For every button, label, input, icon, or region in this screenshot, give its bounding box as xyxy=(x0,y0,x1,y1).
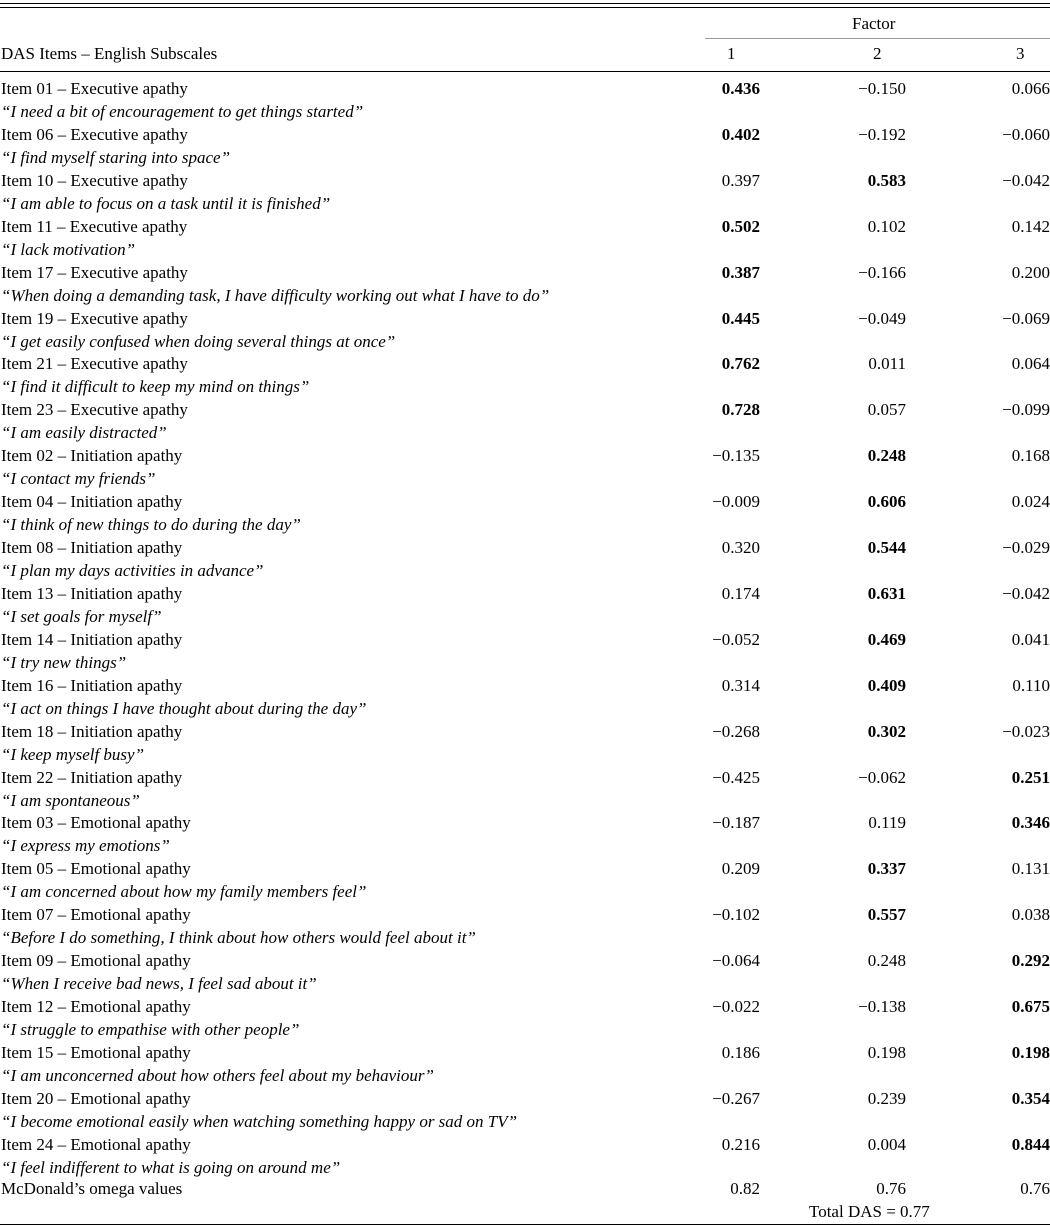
bottom-rule xyxy=(0,1224,1050,1225)
factor-2-loading: 0.302 xyxy=(867,721,906,741)
item-quote: “I become emotional easily when watching something happy or sad on TV” xyxy=(1,1111,518,1131)
factor-1-loading: −0.052 xyxy=(712,629,760,649)
item-quote: “I find myself staring into space” xyxy=(1,147,231,167)
item-label: Item 18 – Initiation apathy xyxy=(1,721,183,741)
factor-1-loading: 0.762 xyxy=(721,354,760,374)
omega-factor-1: 0.82 xyxy=(730,1179,760,1198)
factor-2-header: 2 xyxy=(873,44,882,63)
factor-2-loading: 0.409 xyxy=(867,675,906,695)
factor-2-loading: −0.192 xyxy=(858,124,906,144)
factor-3-loading: 0.346 xyxy=(1011,813,1050,833)
factor-3-loading: 0.131 xyxy=(1011,859,1050,879)
item-label: Item 14 – Initiation apathy xyxy=(1,629,183,649)
factor-1-loading: 0.402 xyxy=(721,124,760,144)
item-label: Item 19 – Executive apathy xyxy=(1,308,188,328)
factor-3-loading: 0.675 xyxy=(1011,997,1050,1016)
item-column-header: DAS Items – English Subscales xyxy=(1,44,218,63)
factor-1-loading: 0.397 xyxy=(721,170,760,190)
factor-3-loading: 0.251 xyxy=(1011,767,1050,787)
factor-2-loading: −0.166 xyxy=(858,262,906,282)
factor-1-loading: 0.436 xyxy=(721,79,760,98)
factor-3-loading: 0.066 xyxy=(1011,79,1050,98)
item-quote: “I find it difficult to keep my mind on things” xyxy=(1,377,310,397)
item-label: Item 20 – Emotional apathy xyxy=(1,1088,191,1108)
factor-2-loading: 0.248 xyxy=(867,951,906,971)
item-quote: “I am concerned about how my family members feel” xyxy=(1,882,367,902)
factor-1-loading: 0.174 xyxy=(721,583,760,603)
factor-1-loading: 0.728 xyxy=(721,400,760,420)
item-label: Item 22 – Initiation apathy xyxy=(1,767,183,787)
factor-1-loading: −0.022 xyxy=(712,997,760,1016)
factor-1-loading: −0.187 xyxy=(712,813,760,833)
item-quote: “I try new things” xyxy=(1,652,127,672)
factor-2-loading: 0.557 xyxy=(867,905,906,925)
factor-3-loading: 0.110 xyxy=(1012,675,1050,695)
factor-1-loading: 0.314 xyxy=(721,675,760,695)
factor-3-loading: −0.099 xyxy=(1002,400,1050,420)
factor-1-loading: 0.387 xyxy=(721,262,760,282)
factor-1-loading: −0.425 xyxy=(712,767,760,787)
omega-factor-2: 0.76 xyxy=(876,1179,906,1198)
top-double-rule-1 xyxy=(0,3,1050,4)
factor-1-loading: 0.216 xyxy=(721,1134,760,1154)
factor-1-loading: −0.102 xyxy=(712,905,760,925)
item-quote: “I get easily confused when doing several things at once” xyxy=(1,331,396,351)
item-quote: “Before I do something, I think about how others would feel about it” xyxy=(1,928,476,948)
item-label: Item 10 – Executive apathy xyxy=(1,170,188,190)
factor-2-loading: 0.119 xyxy=(868,813,906,833)
item-label: Item 13 – Initiation apathy xyxy=(1,583,183,603)
factor-1-loading: −0.135 xyxy=(712,446,760,466)
factor-2-loading: 0.057 xyxy=(867,400,906,420)
item-label: Item 08 – Initiation apathy xyxy=(1,538,183,557)
item-label: Item 09 – Emotional apathy xyxy=(1,951,191,971)
item-label: Item 06 – Executive apathy xyxy=(1,124,188,144)
item-label: Item 04 – Initiation apathy xyxy=(1,492,183,512)
item-quote: “I am spontaneous” xyxy=(1,790,140,810)
item-quote: “I am unconcerned about how others feel about my behaviour” xyxy=(1,1065,434,1085)
factor-1-loading: 0.209 xyxy=(721,859,760,879)
factor-3-loading: −0.042 xyxy=(1002,170,1050,190)
factor-3-loading: −0.042 xyxy=(1002,583,1050,603)
factor-2-loading: −0.150 xyxy=(858,79,906,98)
item-label: Item 01 – Executive apathy xyxy=(1,79,188,98)
factor-1-header: 1 xyxy=(727,44,736,63)
factor-3-loading: 0.844 xyxy=(1011,1134,1050,1154)
factor-2-loading: 0.239 xyxy=(867,1088,906,1108)
factor-3-loading: 0.024 xyxy=(1011,492,1050,512)
item-label: Item 23 – Executive apathy xyxy=(1,400,188,420)
factor-3-loading: −0.060 xyxy=(1002,124,1050,144)
factor-1-loading: 0.186 xyxy=(721,1042,760,1062)
item-quote: “I plan my days activities in advance” xyxy=(1,561,264,580)
factor-2-loading: −0.062 xyxy=(858,767,906,787)
factor-2-loading: 0.337 xyxy=(867,859,906,879)
header-bottom-rule xyxy=(0,71,1050,72)
item-quote: “I think of new things to do during the day” xyxy=(1,515,301,535)
item-quote: “I am easily distracted” xyxy=(1,423,167,443)
factor-3-loading: 0.200 xyxy=(1011,262,1050,282)
item-label: Item 11 – Executive apathy xyxy=(1,216,188,236)
factor-1-loading: 0.320 xyxy=(721,538,760,557)
factor-2-loading: 0.469 xyxy=(867,629,906,649)
factor-3-loading: 0.354 xyxy=(1011,1088,1050,1108)
item-quote: “When I receive bad news, I feel sad about it” xyxy=(1,974,317,994)
item-quote: “I contact my friends” xyxy=(1,469,156,489)
factor-3-loading: −0.069 xyxy=(1002,308,1050,328)
item-label: Item 05 – Emotional apathy xyxy=(1,859,191,879)
factor-2-loading: 0.631 xyxy=(867,583,906,603)
factor-2-loading: 0.198 xyxy=(867,1042,906,1062)
omega-label: McDonald’s omega values xyxy=(1,1179,183,1198)
item-label: Item 21 – Executive apathy xyxy=(1,354,188,374)
factor-3-loading: −0.029 xyxy=(1002,538,1050,557)
item-label: Item 12 – Emotional apathy xyxy=(1,997,191,1016)
item-quote: “When doing a demanding task, I have difficulty working out what I have to do” xyxy=(1,285,550,305)
factor-3-loading: 0.198 xyxy=(1011,1042,1050,1062)
item-label: Item 24 – Emotional apathy xyxy=(1,1134,191,1154)
item-quote: “I struggle to empathise with other people” xyxy=(1,1020,300,1039)
factor-1-loading: 0.445 xyxy=(721,308,760,328)
factor-3-loading: 0.064 xyxy=(1011,354,1050,374)
factor-2-loading: −0.138 xyxy=(858,997,906,1016)
factor-3-loading: 0.292 xyxy=(1011,951,1050,971)
factor-2-loading: 0.606 xyxy=(867,492,906,512)
factor-3-loading: 0.168 xyxy=(1011,446,1050,466)
factor-3-loading: −0.023 xyxy=(1002,721,1050,741)
item-quote: “I feel indifferent to what is going on around me” xyxy=(1,1157,341,1177)
factor-2-loading: 0.583 xyxy=(867,170,906,190)
factor-1-loading: −0.268 xyxy=(712,721,760,741)
item-quote: “I keep myself busy” xyxy=(1,744,145,764)
item-label: Item 02 – Initiation apathy xyxy=(1,446,183,466)
factor-3-loading: 0.041 xyxy=(1011,629,1050,649)
factor-1-loading: −0.267 xyxy=(712,1088,760,1108)
item-label: Item 15 – Emotional apathy xyxy=(1,1042,191,1062)
factor-1-loading: −0.009 xyxy=(712,492,760,512)
factor-3-loading: 0.142 xyxy=(1011,216,1050,236)
factor-1-loading: −0.064 xyxy=(712,951,760,971)
factor-2-loading: −0.049 xyxy=(858,308,906,328)
factor-2-loading: 0.248 xyxy=(867,446,906,466)
item-label: Item 07 – Emotional apathy xyxy=(1,905,191,925)
item-quote: “I am able to focus on a task until it is finished” xyxy=(1,193,331,213)
omega-factor-3: 0.76 xyxy=(1020,1179,1050,1198)
factor-2-loading: 0.102 xyxy=(867,216,906,236)
top-double-rule-2 xyxy=(0,7,1050,8)
item-label: Item 16 – Initiation apathy xyxy=(1,675,183,695)
item-quote: “I express my emotions” xyxy=(1,836,170,856)
item-label: Item 17 – Executive apathy xyxy=(1,262,188,282)
factor-3-loading: 0.038 xyxy=(1011,905,1050,925)
factor-header: Factor xyxy=(852,14,896,33)
factor-3-header: 3 xyxy=(1016,44,1025,63)
item-quote: “I lack motivation” xyxy=(1,239,136,259)
factor-header-rule xyxy=(705,38,1050,39)
item-label: Item 03 – Emotional apathy xyxy=(1,813,191,833)
factor-2-loading: 0.004 xyxy=(867,1134,906,1154)
total-das-omega: Total DAS = 0.77 xyxy=(809,1202,930,1221)
item-quote: “I act on things I have thought about during the day” xyxy=(1,698,367,718)
factor-2-loading: 0.011 xyxy=(868,354,906,374)
item-quote: “I set goals for myself” xyxy=(1,606,162,626)
factor-2-loading: 0.544 xyxy=(867,538,906,557)
factor-1-loading: 0.502 xyxy=(721,216,760,236)
item-quote: “I need a bit of encouragement to get things started” xyxy=(1,102,364,121)
